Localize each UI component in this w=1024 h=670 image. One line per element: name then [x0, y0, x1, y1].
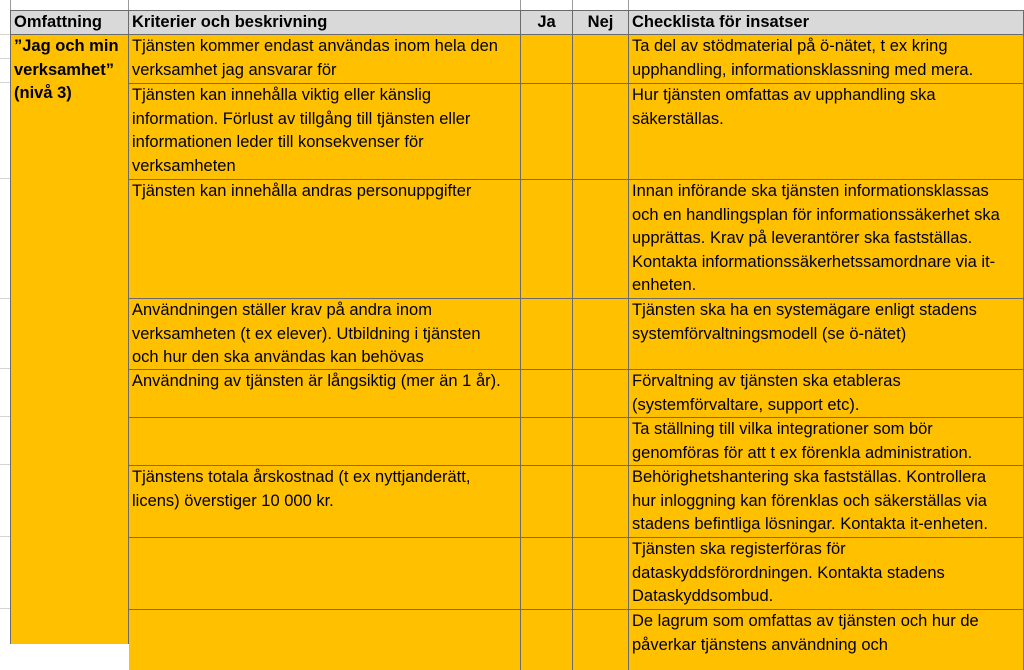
- criteria-cell[interactable]: [129, 466, 521, 538]
- criteria-text-line: Tjänsten kan innehålla andras personuppgifter: [132, 182, 472, 200]
- nej-cell[interactable]: [573, 418, 629, 466]
- checklist-text-line: Ta ställning till vilka integrationer som bör: [632, 420, 933, 438]
- criteria-text-line: Användningen ställer krav på andra inom: [132, 301, 432, 319]
- criteria-cell[interactable]: [129, 418, 521, 466]
- checklist-cell[interactable]: [629, 466, 1024, 538]
- criteria-text-line: verksamheten (t ex elever). Utbildning i tjänsten: [132, 324, 481, 343]
- nej-cell[interactable]: [573, 466, 629, 538]
- header-omfattning[interactable]: Omfattning: [10, 10, 129, 35]
- ja-cell[interactable]: [521, 35, 573, 84]
- checklist-cell[interactable]: [629, 370, 1024, 418]
- criteria-text-line: Användning av tjänsten är långsiktig (mer än 1 år).: [132, 372, 501, 390]
- checklist-text-line: hur inloggning kan förenklas och säkerställas via: [632, 491, 987, 510]
- header-checklista[interactable]: Checklista för insatser: [629, 10, 1024, 35]
- checklist-text-line: genomföras för att t ex förenkla administration.: [632, 443, 973, 462]
- checklist-cell[interactable]: [629, 180, 1024, 299]
- checklist-text-line: Hur tjänsten omfattas av upphandling ska: [632, 86, 936, 104]
- criteria-text-line: och hur den ska användas kan behövas: [132, 348, 424, 366]
- checklist-text-line: och en handlingsplan för informationssäkerhet ska: [632, 205, 1000, 224]
- checklist-text-line: upprättas. Krav på leverantörer ska fastställas.: [632, 229, 973, 247]
- criteria-text-line: Tjänsten kan innehålla viktig eller känslig: [132, 86, 431, 104]
- checklist-text-line: Ta del av stödmaterial på ö-nätet, t ex kring: [632, 37, 948, 55]
- checklist-text-line: Kontakta informationssäkerhetssamordnare via it-: [632, 252, 996, 271]
- checklist-text-line: stadens befintliga lösningar. Kontakta it-enheten.: [632, 515, 988, 533]
- criteria-cell[interactable]: [129, 538, 521, 610]
- ja-cell[interactable]: [521, 538, 573, 610]
- checklist-text-line: Förvaltning av tjänsten ska etableras: [632, 372, 901, 390]
- ja-cell[interactable]: [521, 299, 573, 370]
- checklist-text-line: Behörighetshantering ska fastställas. Kontrollera: [632, 468, 987, 486]
- criteria-cell[interactable]: [129, 610, 521, 670]
- scope-line: ”Jag och min: [14, 37, 119, 55]
- checklist-text-line: Dataskyddsombud.: [632, 587, 774, 605]
- nej-cell[interactable]: [573, 299, 629, 370]
- criteria-cell[interactable]: [129, 84, 521, 180]
- scope-cell[interactable]: [10, 35, 129, 644]
- checklist-cell[interactable]: [629, 610, 1024, 670]
- nej-cell[interactable]: [573, 35, 629, 84]
- criteria-cell[interactable]: [129, 370, 521, 418]
- checklist-cell[interactable]: [629, 35, 1024, 84]
- criteria-cell[interactable]: [129, 35, 521, 84]
- ja-cell[interactable]: [521, 610, 573, 670]
- checklist-text-line: Innan införande ska tjänsten informationsklassas: [632, 182, 989, 200]
- checklist-text-line: (systemförvaltare, support etc).: [632, 395, 860, 414]
- ja-cell[interactable]: [521, 370, 573, 418]
- checklist-cell[interactable]: [629, 538, 1024, 610]
- criteria-text-line: information. Förlust av tillgång till tjänsten eller: [132, 109, 471, 128]
- nej-cell[interactable]: [573, 180, 629, 299]
- criteria-text-line: Tjänsten kommer endast användas inom hela den: [132, 37, 498, 55]
- checklist-text-line: De lagrum som omfattas av tjänsten och hur de: [632, 612, 979, 630]
- checklist-text-line: Tjänsten ska ha en systemägare enligt stadens: [632, 301, 977, 319]
- header-ja[interactable]: Ja: [521, 10, 573, 35]
- scope-line: (nivå 3): [14, 84, 72, 102]
- checklist-text-line: enheten.: [632, 276, 697, 294]
- ja-cell[interactable]: [521, 84, 573, 180]
- criteria-cell[interactable]: [129, 299, 521, 370]
- header-kriterier[interactable]: Kriterier och beskrivning: [129, 10, 521, 35]
- checklist-text-line: säkerställas.: [632, 109, 724, 128]
- criteria-text-line: licens) överstiger 10 000 kr.: [132, 491, 334, 510]
- scope-line: verksamhet”: [14, 60, 114, 79]
- nej-cell[interactable]: [573, 370, 629, 418]
- ja-cell[interactable]: [521, 180, 573, 299]
- checklist-cell[interactable]: [629, 84, 1024, 180]
- checklist-text-line: upphandling, informationsklassning med mera.: [632, 60, 974, 79]
- criteria-text-line: verksamheten: [132, 156, 236, 175]
- criteria-cell[interactable]: [129, 180, 521, 299]
- nej-cell[interactable]: [573, 610, 629, 670]
- checklist-text-line: dataskyddsförordningen. Kontakta stadens: [632, 563, 945, 582]
- ja-cell[interactable]: [521, 466, 573, 538]
- criteria-text-line: verksamhet jag ansvarar för: [132, 60, 337, 79]
- ja-cell[interactable]: [521, 418, 573, 466]
- criteria-text-line: Tjänstens totala årskostnad (t ex nyttjanderätt,: [132, 468, 471, 486]
- nej-cell[interactable]: [573, 538, 629, 610]
- checklist-text-line: Tjänsten ska registerföras för: [632, 540, 846, 558]
- checklist-cell[interactable]: [629, 418, 1024, 466]
- criteria-text-line: informationen leder till konsekvenser för: [132, 133, 424, 151]
- nej-cell[interactable]: [573, 84, 629, 180]
- checklist-text-line: påverkar tjänstens användning och: [632, 635, 888, 654]
- header-nej[interactable]: Nej: [573, 10, 629, 35]
- checklist-cell[interactable]: [629, 299, 1024, 370]
- checklist-text-line: systemförvaltningsmodell (se ö-nätet): [632, 324, 907, 343]
